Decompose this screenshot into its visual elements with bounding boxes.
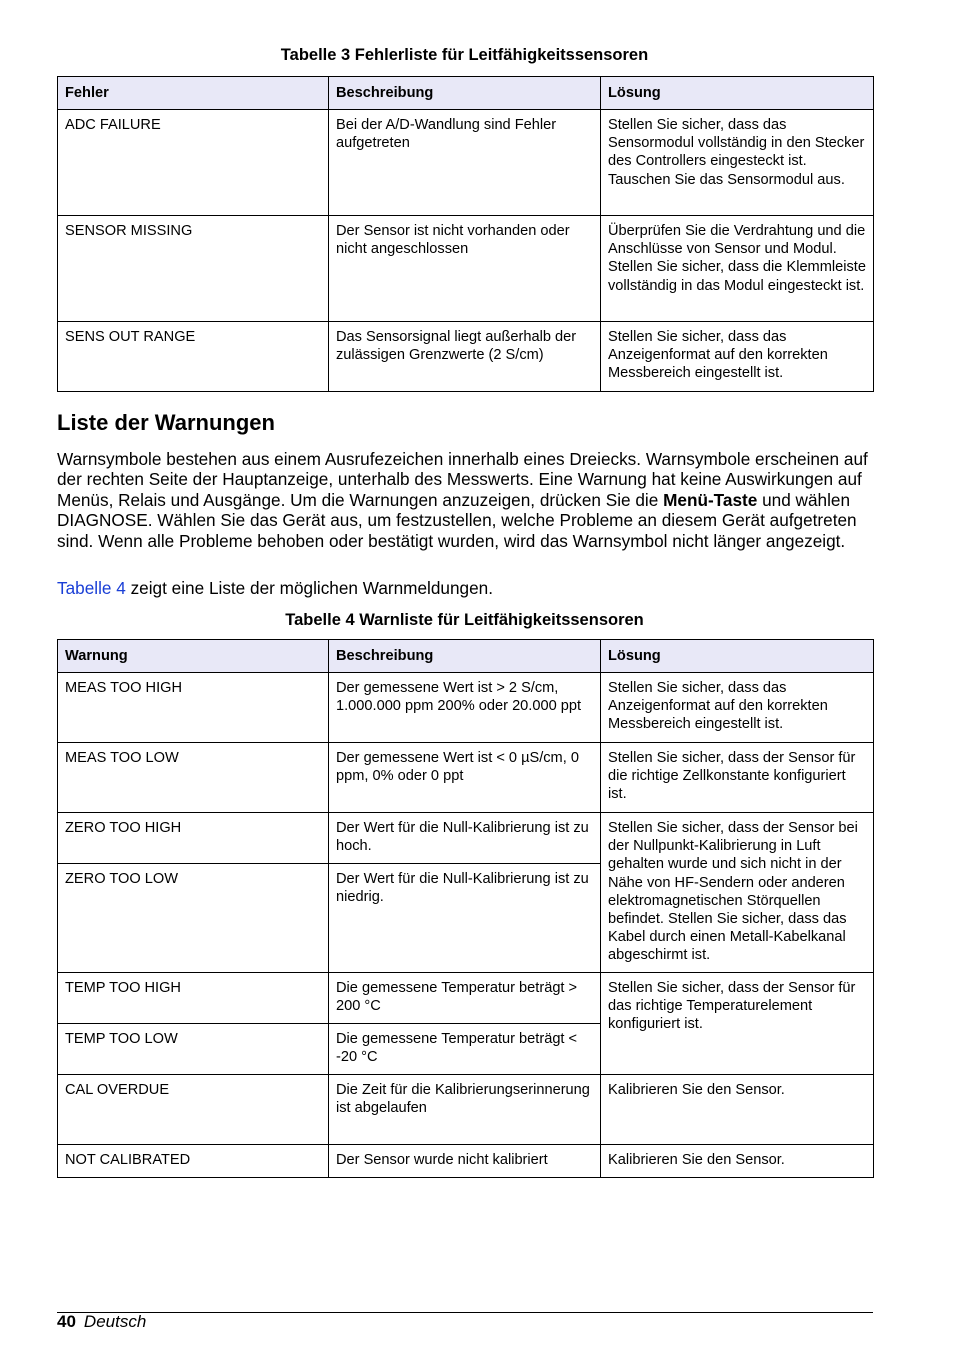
- table-header-row: [58, 640, 874, 673]
- paragraph-text: und wählen DIAGNOSE. Wählen Sie das Gerät aus, um festzustellen, welche Probleme an diesem Gerät aufgetreten sind. Wenn alle Probleme behoben oder bestätigt wurden, wird das Warnsymbol nicht länger angezeigt.: [57, 489, 857, 551]
- warning-solution: Stellen Sie sicher, dass der Sensor für das richtige Temperaturelement konfiguriert ist.: [601, 973, 874, 1075]
- column-header-description: Beschreibung: [329, 640, 601, 673]
- warning-code: MEAS TOO LOW: [58, 743, 329, 813]
- error-description: Der Sensor ist nicht vorhanden oder nicht angeschlossen: [329, 216, 601, 322]
- warning-description: Der Wert für die Null-Kalibrierung ist zu hoch.: [329, 813, 601, 864]
- error-description: Das Sensorsignal liegt außerhalb der zulässigen Grenzwerte (2 S/cm): [329, 322, 601, 392]
- paragraph-text: Warnsymbole bestehen aus einem Ausrufezeichen innerhalb eines Dreiecks. Warnsymbole erscheinen auf der rechten Seite der Hauptanzeige, unterhalb des Messwerts. Eine Warnung hat keine Auswirkungen auf Menüs, Relais und Ausgänge. Um die Warnungen anzuzeigen, drücken Sie die: [57, 449, 868, 510]
- section-heading: Liste der Warnungen: [57, 410, 275, 435]
- warning-solution: Kalibrieren Sie den Sensor.: [601, 1075, 874, 1145]
- warning-solution: Stellen Sie sicher, dass der Sensor für die richtige Zellkonstante konfiguriert ist.: [601, 743, 874, 813]
- warning-code: MEAS TOO HIGH: [58, 673, 329, 743]
- table-row: [58, 110, 874, 216]
- error-description: Bei der A/D-Wandlung sind Fehler aufgetreten: [329, 110, 601, 216]
- error-code: SENS OUT RANGE: [58, 322, 329, 392]
- warning-description: Der gemessene Wert ist > 2 S/cm, 1.000.000 ppm 200% oder 20.000 ppt: [329, 673, 601, 743]
- menu-key-label: Menü-Taste: [663, 489, 758, 510]
- table-header-row: [58, 77, 874, 110]
- footer-divider: [57, 1312, 873, 1313]
- reference-paragraph: [57, 578, 877, 598]
- warning-description: Die gemessene Temperatur beträgt > 200 °C: [329, 973, 601, 1024]
- table-row: [58, 1075, 874, 1145]
- table-4-link[interactable]: Tabelle 4: [57, 578, 126, 598]
- column-header-description: Beschreibung: [329, 77, 601, 110]
- table-row: [58, 216, 874, 322]
- intro-paragraph: [57, 449, 877, 551]
- warning-solution: Stellen Sie sicher, dass der Sensor bei der Nullpunkt-Kalibrierung in Luft gehalten wurde und sich nicht in der Nähe von HF-Sendern oder anderen elektromagnetischen Störquellen befindet. Stellen Sie sicher, dass das Kabel durch einen Metall-Kabelkanal abgeschirmt ist.: [601, 813, 874, 973]
- warning-code: ZERO TOO HIGH: [58, 813, 329, 864]
- column-header-warning: Warnung: [58, 640, 329, 673]
- column-header-error: Fehler: [58, 77, 329, 110]
- error-code: ADC FAILURE: [58, 110, 329, 216]
- footer-language: Deutsch: [83, 1312, 147, 1331]
- warning-code: TEMP TOO LOW: [58, 1024, 329, 1075]
- page-number: 40: [57, 1312, 76, 1331]
- error-code: SENSOR MISSING: [58, 216, 329, 322]
- paragraph-text: zeigt eine Liste der möglichen Warnmeldungen.: [125, 578, 494, 598]
- table-4-caption: Tabelle 4 Warnliste für Leitfähigkeitssensoren: [285, 611, 644, 629]
- column-header-solution: Lösung: [601, 77, 874, 110]
- error-solution: Überprüfen Sie die Verdrahtung und die Anschlüsse von Sensor und Modul. Stellen Sie sicher, dass die Klemmleiste vollständig in das Modul eingesteckt ist.: [601, 216, 874, 322]
- column-header-solution: Lösung: [601, 640, 874, 673]
- warning-code: NOT CALIBRATED: [58, 1145, 329, 1178]
- table-row: [58, 673, 874, 743]
- table-row: [58, 1145, 874, 1178]
- table-row: [58, 973, 874, 1024]
- warning-description: Der gemessene Wert ist < 0 µS/cm, 0 ppm, 0% oder 0 ppt: [329, 743, 601, 813]
- warning-solution: Stellen Sie sicher, dass das Anzeigenformat auf den korrekten Messbereich eingestellt ist.: [601, 673, 874, 743]
- warning-description: Der Sensor wurde nicht kalibriert: [329, 1145, 601, 1178]
- error-solution: Stellen Sie sicher, dass das Anzeigenformat auf den korrekten Messbereich eingestellt ist.: [601, 322, 874, 392]
- table-row: [58, 743, 874, 813]
- error-table: [57, 76, 874, 392]
- warning-table: [57, 639, 874, 1178]
- warning-description: Der Wert für die Null-Kalibrierung ist zu niedrig.: [329, 864, 601, 973]
- warning-description: Die gemessene Temperatur beträgt < -20 °C: [329, 1024, 601, 1075]
- warning-code: TEMP TOO HIGH: [58, 973, 329, 1024]
- error-solution: Stellen Sie sicher, dass das Sensormodul vollständig in den Stecker des Controllers eingesteckt ist. Tauschen Sie das Sensormodul aus.: [601, 110, 874, 216]
- warning-solution: Kalibrieren Sie den Sensor.: [601, 1145, 874, 1178]
- warning-code: ZERO TOO LOW: [58, 864, 329, 973]
- table-3-caption: Tabelle 3 Fehlerliste für Leitfähigkeitssensoren: [280, 46, 649, 64]
- table-row: [58, 322, 874, 392]
- page-footer: [57, 1312, 146, 1332]
- warning-code: CAL OVERDUE: [58, 1075, 329, 1145]
- table-row: [58, 813, 874, 864]
- warning-description: Die Zeit für die Kalibrierungserinnerung ist abgelaufen: [329, 1075, 601, 1145]
